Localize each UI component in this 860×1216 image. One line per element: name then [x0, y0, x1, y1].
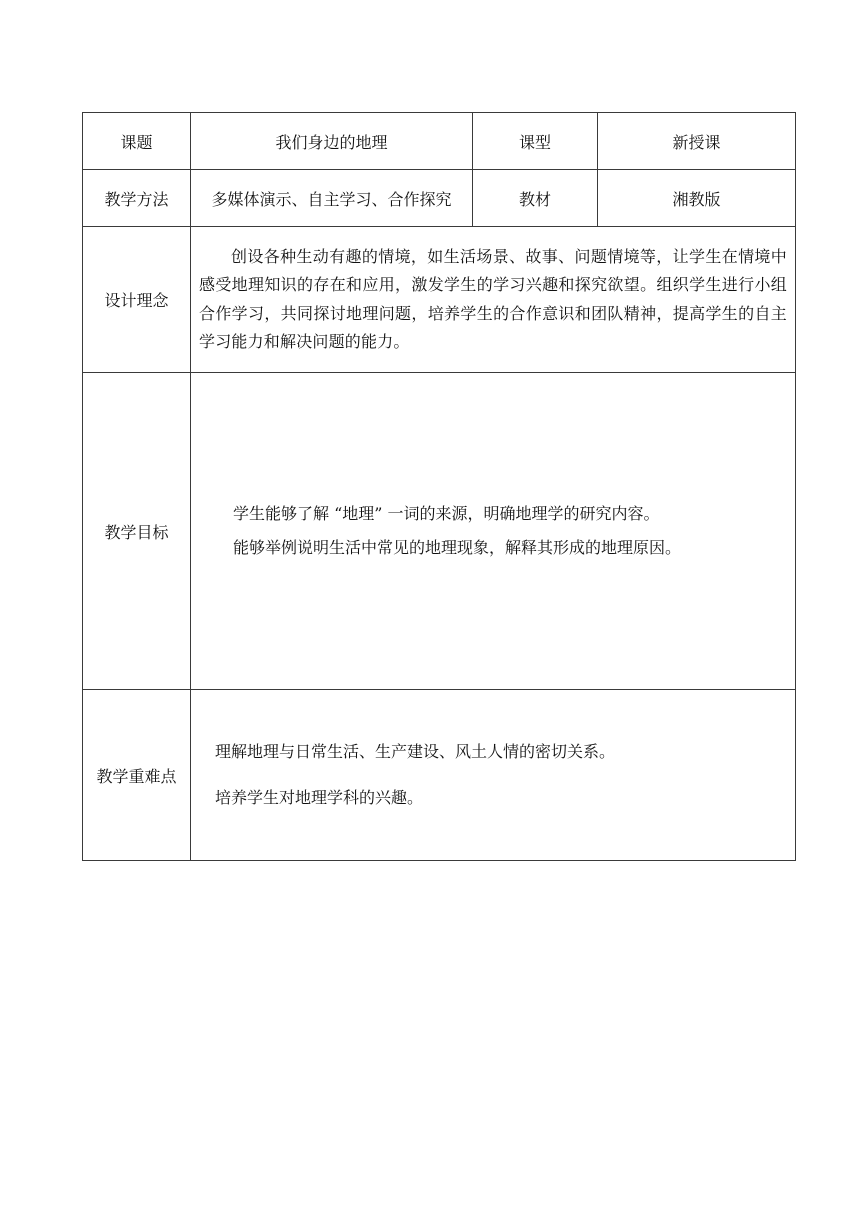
topic-label: 课题 [83, 113, 191, 170]
table-row-topic [83, 113, 796, 170]
design-concept-text: 创设各种生动有趣的情境，如生活场景、故事、问题情境等，让学生在情境中感受地理知识的存在和应用，激发学生的学习兴趣和探究欲望。组织学生进行小组合作学习，共同探讨地理问题，培养学生的合作意识和团队精神，提高学生的自主学习能力和解决问题的能力。 [199, 246, 787, 351]
lesson-type-value: 新授课 [598, 113, 796, 170]
teaching-goals-list [191, 497, 795, 565]
key-difficulties-label: 教学重难点 [83, 690, 191, 861]
teaching-goal-item: 学生能够了解 “地理” 一词的来源，明确地理学的研究内容。 [233, 504, 660, 523]
key-difficulty-item: 理解地理与日常生活、生产建设、风土人情的密切关系。 [215, 742, 616, 761]
table-row-method [83, 170, 796, 227]
textbook-label: 教材 [473, 170, 598, 227]
key-difficulties-cell [191, 690, 796, 861]
design-concept-cell [191, 227, 796, 373]
lesson-type-label: 课型 [473, 113, 598, 170]
teaching-goals-label: 教学目标 [83, 373, 191, 690]
textbook-value: 湘教版 [598, 170, 796, 227]
key-difficulty-item: 培养学生对地理学科的兴趣。 [215, 788, 424, 807]
teaching-goals-cell [191, 373, 796, 690]
topic-value: 我们身边的地理 [191, 113, 473, 170]
table-row-design [83, 227, 796, 373]
table-row-goals [83, 373, 796, 690]
teaching-method-label: 教学方法 [83, 170, 191, 227]
lesson-plan-table [82, 112, 796, 861]
key-difficulties-list [191, 741, 795, 809]
teaching-method-value: 多媒体演示、自主学习、合作探究 [191, 170, 473, 227]
teaching-goal-item: 能够举例说明生活中常见的地理现象，解释其形成的地理原因。 [233, 538, 682, 557]
table-row-difficulties [83, 690, 796, 861]
design-concept-label: 设计理念 [83, 227, 191, 373]
